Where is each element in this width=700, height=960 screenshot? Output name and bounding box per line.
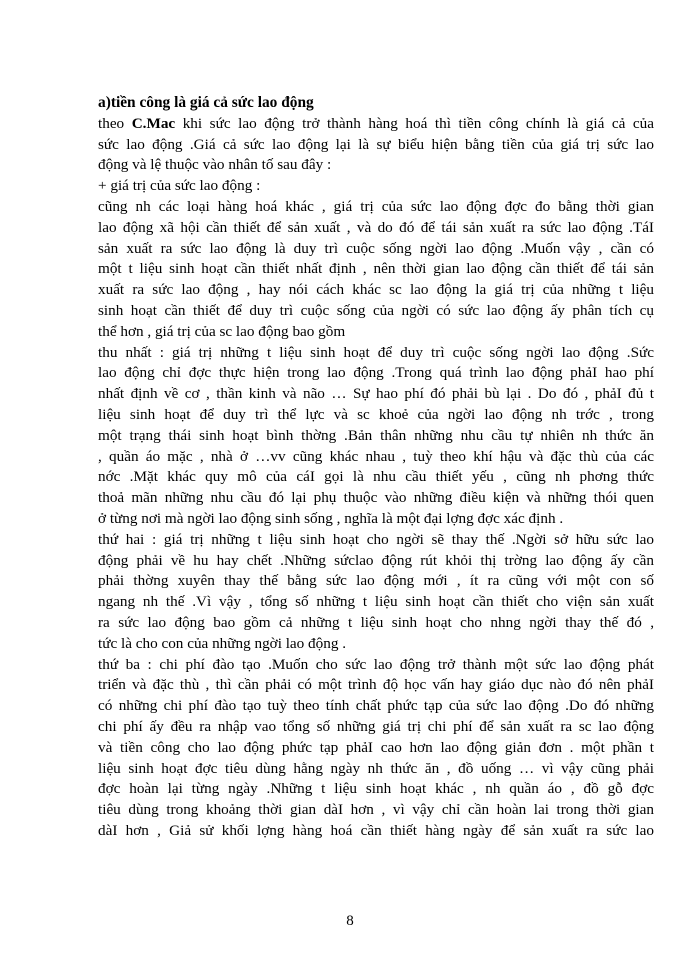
paragraph-line: ra sức lao động bao gồm cả những t liệu sinh hoạt cho nhng ngời thay thế đó ,	[98, 613, 654, 631]
paragraph-line: sinh hoạt cần thiết để duy trì cuộc sống của ngời có sức lao động ấy phân tích cụ	[98, 301, 654, 319]
page-number: 8	[346, 913, 354, 929]
paragraph-line: nớc .Mặt khác quy mô của cáI gọi là nhu cầu thiết yếu , cũng nh phơng thức	[98, 468, 654, 486]
paragraph-line: chi phí ấy đều ra nhập vao tổng số những giá trị chi phí để sản xuất ra sc lao động	[98, 717, 654, 735]
paragraph-line: thoả mãn những nhu cầu đó lại phụ thuộc vào những điều kiện và những thói quen	[98, 489, 654, 507]
paragraph-line: cũng nh các loại hàng hoá khác , giá trị của sức lao động đợc đo bằng thời gian	[98, 197, 654, 215]
paragraph-line: tiêu dùng trong khoảng thời gian dàI hơn , vì vậy chỉ cần hoàn lai trong thời gian	[98, 801, 654, 819]
paragraph-line: thu nhất : giá trị những t liệu sinh hoạt để duy trì cuộc sống ngời lao động .Sức	[98, 343, 654, 361]
paragraph-line: ngang nh thế .Vì vậy , tổng số những t liệu sinh hoạt cần thiết cho viện sản xuất	[98, 593, 654, 611]
paragraph-line: sức lao động .Giá cả sức lao động lại là sự biểu hiện bằng tiền của giá trị sức lao	[98, 135, 654, 153]
paragraph-line: dàI hơn , Giả sử khối lợng hàng hoá cần thiết hàng ngày để sản xuất ra sức lao	[98, 821, 654, 839]
paragraph-line: thứ ba : chi phí đào tạo .Muốn cho sức lao động trở thành một sức lao động phát	[98, 655, 654, 673]
line-rest: khi sức lao động trở thành hàng hoá thì tiền công chính là giá cả của	[175, 114, 654, 132]
document-body	[98, 93, 654, 842]
paragraph-line: nhất định về cơ , thần kinh và não … Sự hao phí đó phải bù lại . Do đó , phảI đủ t	[98, 385, 654, 403]
paragraph-line: + giá trị của sức lao động :	[98, 177, 261, 195]
paragraph-line: phải thờng xuyên thay thế bằng sức lao động mới , ít ra cũng với một con số	[98, 572, 654, 590]
paragraph-line: tức là cho con của những ngời lao động .	[98, 634, 347, 652]
paragraph-line: triển và đặc thù , thì cần phải có một trình độ học vấn hay giáo dục nào đó nên phảI	[98, 676, 654, 694]
paragraph-line: sản xuất ra sức lao động là duy trì cuộc sống ngời lao động .Muốn vậy , cần có	[98, 239, 654, 257]
paragraph-line: thứ hai : giá trị những t liệu sinh hoạt cho ngời sẽ thay thế .Ngời sở hữu sức lao	[98, 530, 654, 548]
paragraph-line: thể hơn , giá trị của sc lao động bao gồm	[98, 322, 346, 340]
paragraph-line: một trạng thái sinh hoạt bình thờng .Bản thân những nhu cầu tự nhiên nh thức ăn	[98, 426, 654, 444]
paragraph-line: và tiền công cho lao động phức tạp phảI cao hơn lao động giản đơn . một phần t	[98, 738, 654, 756]
paragraph-line: ở từng nơi mà ngời lao động sinh sống , nghĩa là một đại lợng đợc xác định .	[98, 509, 564, 527]
line-prefix: theo	[98, 114, 132, 132]
paragraph-line: lao động xã hội cần thiết để sản xuất , và do đó để tái sản xuất ra sức lao động .TáI	[98, 218, 654, 236]
paragraph-line: liệu sinh hoạt đợc tiêu dùng hằng ngày nh thức ăn , đồ uống … vì vậy cũng phải	[98, 759, 654, 777]
paragraph-line: lao động chỉ đợc thực hiện trong lao động .Trong quá trình lao động phảI hao phí	[98, 364, 654, 382]
paragraph-line: có những chi phí đào tạo tuỳ theo tính chất phức tạp của sức lao động .Do đó những	[98, 697, 654, 715]
paragraph-line: , quần áo mặc , nhà ở …vv cũng khác nhau , tuỳ theo khí hậu và đặc thù của các	[98, 447, 654, 465]
paragraph-line: xuất ra sức lao động , hay nói cách khác sc lao động la giá trị của những t liệu	[98, 281, 654, 299]
paragraph-line: đợc hoàn lại từng ngày .Những t liệu sinh hoạt khác , nh quần áo , đồ gỗ đợc	[98, 780, 654, 798]
section-heading: a)tiền công là giá cả sức lao động	[98, 94, 314, 111]
author-name: C.Mac	[131, 114, 176, 132]
paragraph-line: liệu sinh hoạt để duy trì thể lực và sc khoẻ của ngời lao động nh trớc , trong	[98, 405, 654, 423]
paragraph-line: động và lệ thuộc vào nhân tố sau đây :	[98, 156, 332, 174]
paragraph-line	[98, 114, 654, 135]
paragraph-line: một t liệu sinh hoạt cần thiết nhất định , nên thời gian lao động cần thiết để tái sản	[98, 260, 654, 278]
paragraph-line: động phải về hu hay chết .Những sứclao động rút khỏi thị trờng lao động ấy cần	[98, 551, 654, 569]
